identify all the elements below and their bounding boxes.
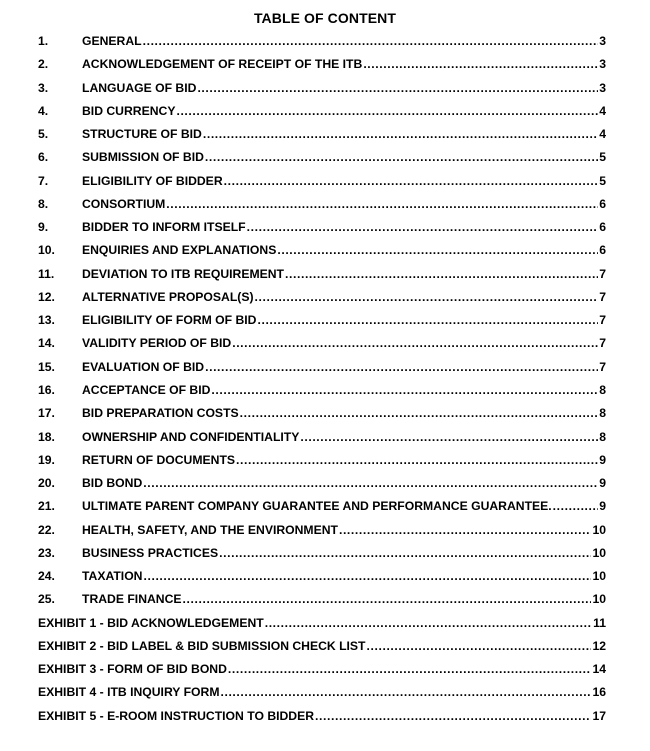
toc-exhibit-entry[interactable] (38, 662, 606, 685)
toc-title: ULTIMATE PARENT COMPANY GUARANTEE AND PERFORMANCE GUARANTEE. (82, 499, 552, 514)
toc-number: 9. (38, 220, 49, 235)
dot-leader (176, 104, 598, 118)
toc-page-number: 9 (599, 452, 606, 467)
toc-title: OWNERSHIP AND CONFIDENTIALITY (82, 429, 300, 444)
toc-entry[interactable] (38, 127, 606, 150)
toc-list (38, 34, 606, 732)
toc-entry[interactable] (38, 57, 606, 80)
toc-title: ALTERNATIVE PROPOSAL(S) (82, 289, 254, 304)
toc-entry[interactable] (38, 546, 606, 569)
toc-page-number: 6 (599, 243, 606, 258)
dot-leader (339, 523, 591, 537)
toc-page-number: 7 (599, 336, 606, 351)
toc-page-number: 7 (599, 313, 606, 328)
toc-entry[interactable] (38, 406, 606, 429)
toc-number: 25. (38, 592, 55, 607)
toc-page-number: 5 (599, 173, 606, 188)
toc-page-number: 4 (599, 103, 606, 118)
toc-number: 6. (38, 150, 49, 165)
toc-page-number: 3 (599, 34, 606, 48)
toc-entry[interactable] (38, 267, 606, 290)
toc-title: BUSINESS PRACTICES (82, 545, 219, 560)
toc-title: BID CURRENCY (82, 103, 176, 118)
toc-entry[interactable] (38, 197, 606, 220)
toc-title: HEALTH, SAFETY, AND THE ENVIRONMENT (82, 522, 338, 537)
toc-entry[interactable] (38, 499, 606, 522)
dot-leader (205, 150, 598, 164)
toc-number: 12. (38, 289, 55, 304)
toc-title: BIDDER TO INFORM ITSELF (82, 220, 246, 235)
toc-title: TAXATION (82, 569, 143, 584)
toc-number: 11. (38, 266, 55, 281)
toc-page-number: 8 (599, 406, 606, 421)
dot-leader (255, 290, 599, 304)
toc-title: CONSORTIUM (82, 196, 166, 211)
toc-title: TRADE FINANCE (82, 592, 182, 607)
toc-entry[interactable] (38, 453, 606, 476)
toc-title: VALIDITY PERIOD OF BID (82, 336, 232, 351)
toc-entry[interactable] (38, 290, 606, 313)
toc-title: RETURN OF DOCUMENTS (82, 452, 236, 467)
toc-number: 19. (38, 452, 55, 467)
toc-number: 16. (38, 382, 55, 397)
dot-leader (211, 383, 598, 397)
toc-number: 23. (38, 545, 55, 560)
toc-number: 10. (38, 243, 55, 258)
dot-leader (363, 57, 598, 71)
toc-page-number: 8 (599, 382, 606, 397)
toc-page-number: 16 (592, 685, 606, 700)
toc-page-number: 7 (599, 359, 606, 374)
dot-leader (166, 197, 598, 211)
toc-title: EVALUATION OF BID (82, 359, 205, 374)
toc-page-number: 10 (592, 569, 606, 584)
dot-leader (315, 709, 591, 723)
toc-page-number: 5 (599, 150, 606, 165)
dot-leader (240, 406, 599, 420)
toc-entry[interactable] (38, 360, 606, 383)
toc-title: BID PREPARATION COSTS (82, 406, 239, 421)
toc-page-number: 8 (599, 429, 606, 444)
toc-entry[interactable] (38, 81, 606, 104)
dot-leader (219, 546, 591, 560)
toc-number: 17. (38, 406, 55, 421)
toc-title: ENQUIRIES AND EXPLANATIONS (82, 243, 277, 258)
toc-entry[interactable] (38, 336, 606, 359)
toc-entry[interactable] (38, 34, 606, 57)
toc-entry[interactable] (38, 569, 606, 592)
dot-leader (277, 243, 598, 257)
toc-page-number: 3 (599, 57, 606, 72)
toc-page-number: 10 (592, 592, 606, 607)
dot-leader (228, 662, 592, 676)
toc-entry[interactable] (38, 476, 606, 499)
toc-entry[interactable] (38, 430, 606, 453)
dot-leader (257, 313, 598, 327)
dot-leader (247, 220, 599, 234)
toc-number: 4. (38, 103, 49, 118)
toc-number: 8. (38, 196, 49, 211)
toc-title: EXHIBIT 4 - ITB INQUIRY FORM (38, 685, 220, 700)
dot-leader (553, 499, 599, 513)
toc-page-number: 7 (599, 266, 606, 281)
dot-leader (220, 685, 591, 699)
toc-page-number: 9 (599, 499, 606, 514)
toc-title: EXHIBIT 5 - E-ROOM INSTRUCTION TO BIDDER (38, 708, 315, 723)
dot-leader (205, 360, 598, 374)
toc-title: LANGUAGE OF BID (82, 80, 197, 95)
toc-page-number: 3 (599, 80, 606, 95)
toc-page-number: 12 (592, 638, 606, 653)
toc-entry[interactable] (38, 592, 606, 615)
toc-number: 7. (38, 173, 49, 188)
toc-title: DEVIATION TO ITB REQUIREMENT (82, 266, 285, 281)
toc-entry[interactable] (38, 523, 606, 546)
toc-number: 24. (38, 569, 55, 584)
toc-number: 15. (38, 359, 55, 374)
toc-title: ACKNOWLEDGEMENT OF RECEIPT OF THE ITB (82, 57, 363, 72)
dot-leader (367, 639, 592, 653)
toc-entry[interactable] (38, 104, 606, 127)
toc-entry[interactable] (38, 220, 606, 243)
toc-number: 5. (38, 127, 49, 142)
toc-title: ELIGIBILITY OF FORM OF BID (82, 313, 257, 328)
toc-number: 14. (38, 336, 55, 351)
toc-number: 13. (38, 313, 55, 328)
dot-leader (183, 592, 592, 606)
dot-leader (300, 430, 598, 444)
toc-page-number: 6 (599, 196, 606, 211)
toc-title: EXHIBIT 1 - BID ACKNOWLEDGEMENT (38, 615, 264, 630)
toc-title: STRUCTURE OF BID (82, 127, 202, 142)
toc-entry[interactable] (38, 150, 606, 173)
dot-leader (232, 336, 598, 350)
toc-title: GENERAL (82, 34, 142, 48)
toc-exhibit-entry[interactable] (38, 709, 606, 732)
toc-entry[interactable] (38, 243, 606, 266)
toc-title: EXHIBIT 2 - BID LABEL & BID SUBMISSION CHECK LIST (38, 638, 366, 653)
toc-page-number: 10 (592, 545, 606, 560)
toc-exhibit-entry[interactable] (38, 616, 606, 639)
toc-page-number: 7 (599, 289, 606, 304)
dot-leader (143, 476, 598, 490)
toc-number: 3. (38, 80, 49, 95)
dot-leader (197, 81, 598, 95)
dot-leader (224, 174, 599, 188)
toc-entry[interactable] (38, 313, 606, 336)
toc-title: ACCEPTANCE OF BID (82, 382, 211, 397)
toc-title: SUBMISSION OF BID (82, 150, 204, 165)
toc-number: 22. (38, 522, 55, 537)
dot-leader (143, 569, 591, 583)
page-title: TABLE OF CONTENT (253, 10, 397, 26)
toc-title: EXHIBIT 3 - FORM OF BID BOND (38, 662, 227, 677)
toc-page-number: 6 (599, 220, 606, 235)
toc-page-number: 14 (592, 662, 606, 677)
toc-page-number: 11 (593, 615, 606, 630)
toc-page-number: 9 (599, 476, 606, 491)
dot-leader (265, 616, 592, 630)
toc-entry[interactable] (38, 174, 606, 197)
toc-page-number: 17 (592, 708, 606, 723)
toc-page-number: 10 (592, 522, 606, 537)
toc-exhibit-entry[interactable] (38, 685, 606, 708)
toc-entry[interactable] (38, 383, 606, 406)
toc-number: 2. (38, 57, 49, 72)
dot-leader (203, 127, 598, 141)
dot-leader (285, 267, 598, 281)
toc-number: 21. (38, 499, 55, 514)
dot-leader (143, 34, 599, 48)
toc-number: 1. (38, 34, 49, 48)
toc-title: ELIGIBILITY OF BIDDER (82, 173, 223, 188)
toc-exhibit-entry[interactable] (38, 639, 606, 662)
toc-page-number: 4 (599, 127, 606, 142)
toc-title: BID BOND (82, 476, 143, 491)
toc-number: 18. (38, 429, 55, 444)
toc-number: 20. (38, 476, 55, 491)
dot-leader (236, 453, 598, 467)
